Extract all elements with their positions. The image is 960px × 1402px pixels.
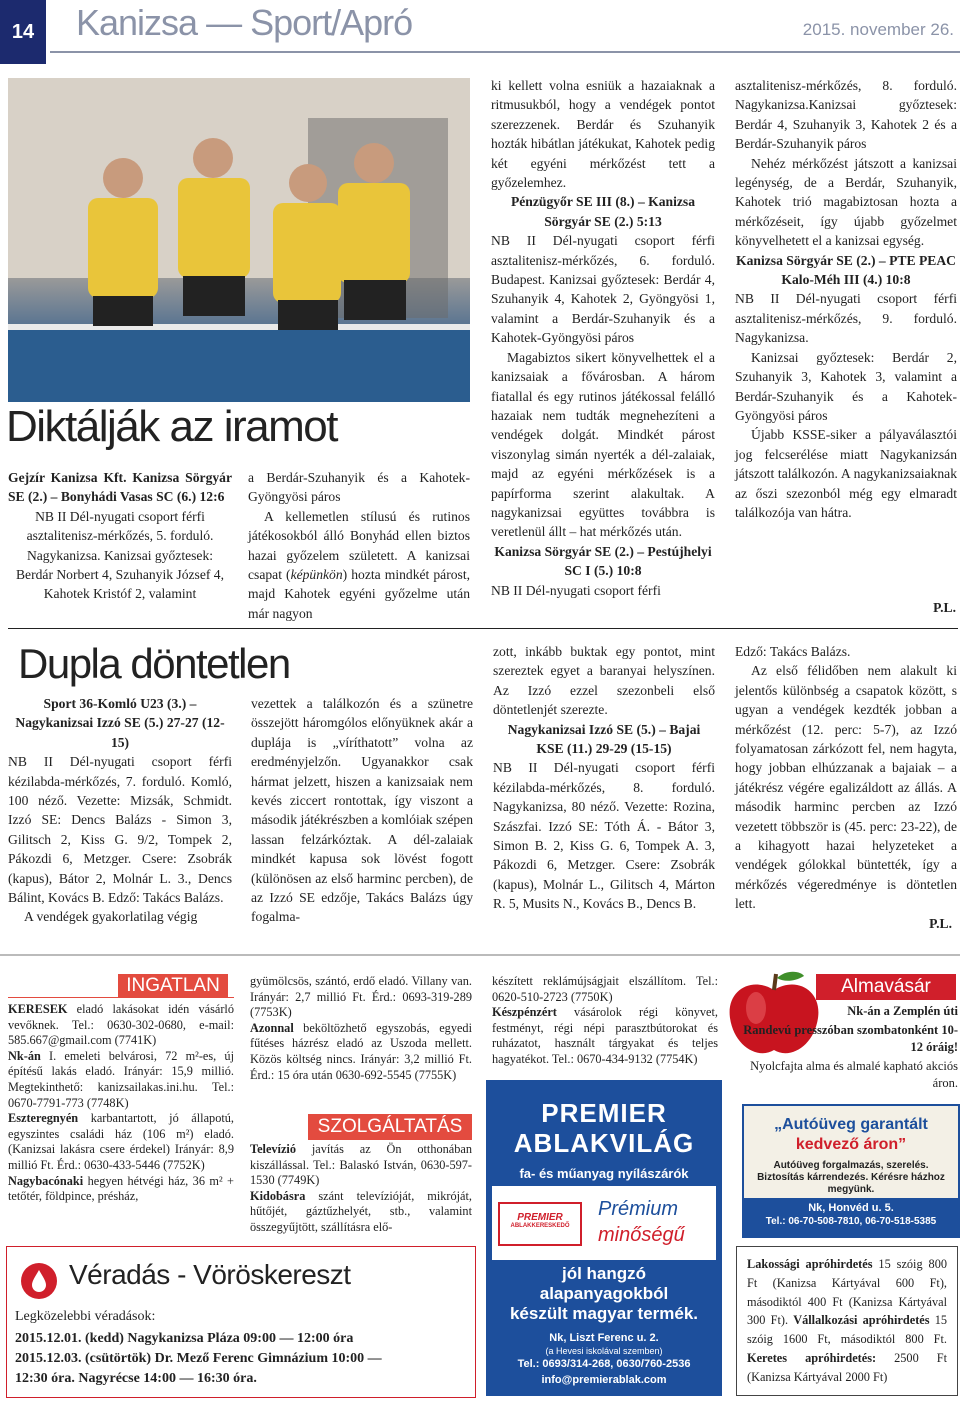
almavasar-box (736, 968, 958, 1096)
premier-premium: Prémium (598, 1198, 679, 1220)
veradas-icon-wrap (21, 1263, 57, 1299)
premier-ad (486, 1080, 722, 1396)
classifieds-col2-ingatlan: gyümölcsös, szántó, erdő eladó. Villany van. Irányár: 2,7 millió Ft. Érd.: 0693-319-289 (7753K) Azonnal beköltözhető egyszobás, egyedi fűtéses házrész eladó az Uszoda mellett. Közös költség nincs. Irányár: 3,2 millió Ft. Érd.: 15 óra után 0630-692-5545 (7755K) (250, 974, 472, 1082)
almavasar-title-box (816, 974, 956, 1000)
article2-signature: P.L. (929, 916, 952, 931)
auto-footer (744, 1198, 958, 1236)
classifieds-col3: készített reklámújságjait elszállítom. Tel.: 0620-510-2723 (7750K) Készpénzért vásárolok régi könyvet, festményt, régi népi parasztbútorokat és ruházatot, használt tárgyakat és teljes hagyatékot. Tel.: 0670-434-9132 (7754K) (492, 974, 718, 1066)
premier-tagline: fa- és műanyag nyílászárók (519, 1166, 689, 1181)
premier-phone: Tel.: 0693/314-268, 0630/760-2536 (517, 1358, 691, 1370)
article2-col1: Sport 36-Komló U23 (3.) – Nagykanizsai Izzó SE (5.) 27-27 (12-15) NB II Dél-nyugati csoport férfi kézilabda-mérkőzés, 7. forduló. Komló, 100 néző. Vezette: Mizsák, Schmidt. Izzó SE: Dencs Balázs - Simon 3, Gilitsch 2, Kiss G. 9/2, Tompek 2, Pákozdi 6, Metzger. Csere: Zsobrák (kapus), Bátor 2, Molnár L. 3., Dencs Bálint, Kovács B. Edző: Takács Balázs. A vendégek gyakorlatilag végig (8, 696, 232, 925)
veradas-line1: 2015.12.01. (kedd) Nagykanizsa Pláza 09:00 — 12:00 óra (15, 1331, 354, 1346)
ingatlan-header (118, 974, 228, 998)
classifieds-col1: KERESEK eladó lakásokat idén vásárló vevőknek. Tel.: 0630-302-0680, e-mail: 585.667@gmail.com (7741K) Nk-án I. emeleti belvárosi, 72 m²-es, új építésű lakás eladó. Irányár: 15,9 millió. Megtekinthető: kanizsailakas.ini.hu. Tel.: 0670-7791-773 (7748K) Eszteregnyén karbantartott, jó állapotú, egyszintes családi ház (106 m²) eladó. (Kanizsai lakásra csere érdekel) Irányár: 8,9 millió Ft. Érd.: 0630-433-5446 (7752K) Nagybacónaki hegyen hétvégi ház, 36 m² + tetőtér, földpince, présház, (8, 1002, 234, 1204)
article2-col2: vezettek a találkozón és a szünetre összejött háromgólos előnyüknek akár a duplája is „víríthatott” volna az eredményjelzőn. Ugyanakkor csak hármat jelzett, hiszen a kanizsaiak nem kevés ziccert rontottak, így viszont a második játékrészben a komlóiak szépen lassan felzárkóztak. A dél-zalaiak mindkét kapusa sok lövést fogott (különösen az első harminc percben), de az Izzó SE edzője, Takács Balázs úgy fogalma- (251, 696, 473, 925)
almavasar-title: Almavásár (841, 976, 931, 997)
premier-logo-text: PREMIER (517, 1212, 563, 1223)
premier-minoseg: minőségű (598, 1224, 685, 1246)
premier-quote1: jól hangzó (561, 1264, 647, 1283)
blood-drop-icon (21, 1263, 57, 1299)
ingatlan-frame (8, 997, 234, 998)
almavasar-line3: Nyolcfajta alma és almalé kapható akciós áron. (750, 1059, 958, 1090)
veradas-line2: 2015.12.03. (csütörtök) Dr. Mező Ferenc Gimnázium 10:00 — (15, 1351, 382, 1366)
article1-signature: P.L. (933, 600, 956, 615)
team-photo-icon (8, 78, 470, 402)
premier-brand2: ABLAKVILÁG (513, 1128, 695, 1158)
szolgaltatas-header (308, 1114, 472, 1140)
headline-article1: Diktálják az iramot (6, 402, 337, 451)
veradas-intro: Legközelebbi véradások: (15, 1309, 156, 1324)
premier-address2: (a Hevesi iskolával szemben) (545, 1346, 663, 1356)
rates-box (736, 1246, 958, 1396)
auto-address: Nk, Honvéd u. 5. (808, 1202, 894, 1214)
article-divider (8, 628, 958, 629)
veradas-box (6, 1246, 476, 1398)
veradas-title: Véradás - Vöröskereszt (69, 1259, 351, 1290)
auto-services: Autóüveg forgalmazás, szerelés. Biztosítás kárrendezés. Kérésre házhoz megyünk. (757, 1160, 945, 1195)
auto-phone: Tel.: 06-70-508-7810, 06-70-518-5385 (765, 1216, 937, 1227)
premier-quote2: alapanyagokból (539, 1284, 669, 1303)
page-number-box (0, 0, 46, 64)
premier-quote3: készült magyar termék. (509, 1304, 699, 1323)
section-title: Kanizsa — Sport/Apró (76, 2, 413, 43)
team-photo (8, 78, 470, 402)
almavasar-line1: Nk-án a Zemplén úti (847, 1004, 958, 1018)
premier-logo (498, 1202, 582, 1246)
szolgaltatas-title: SZOLGÁLTATÁS (317, 1116, 463, 1137)
article2-col4: Edző: Takács Balázs. Az első félidőben nem alakult ki jelentős különbség a csapatok között, s ugyan a vendégek kezdték jobban a mérkőzést (12. perc: 5-7), az Izzó folyamatosan zárkózott fel, nem hagyta, hogy jobban elhúzzanak a bajaiak – a játékrész végére egalizáldott az állás. A második harminc percben az Izzó vezetett többször is (45. perc: 23-22), de a kihagyott hazai helyzeteket a vendégek gólokkal büntették, így a mérkőzés végeredménye is döntetlen lett. (735, 644, 957, 912)
article1-col3: ki kellett volna esniük a hazaiaknak a ritmusukból, hogy a vendégek pontot szerezzenek. Berdár és Szuhanyik hozták hibátlan játékukat, Kahotek pedig két egyéni mérkőzést tett a győzelemhez. Pénzügyőr SE III (8.) – Kanizsa Sörgyár SE (2.) 5:13 NB II Dél-nyugati csoport férfi asztalitenisz-mérkőzés, 6. forduló. Budapest. Kanizsai győztesek: Berdár 4, Szuhanyik 4, Kahotek 2, Gyöngyösi 1, valamint a Berdár-Szuhanyik és a Kahotek-Gyöngyösi páros Magabiztos sikert könyvelhettek el a kanizsaiak a fővárosban. A három fiatallal és egy rutinos játékossal felálló hazaiak nem tudták megnehezíteni a vendégek dolgát. Mindkét párost viszonylag simán nyerték a dél-zalaiak, majd az egyéni mérkőzések is a papírforma szerint alakultak. A nagykanizsai együttes továbbra is veretlenül állt – hat mérkőzés után. Kanizsa Sörgyár SE (2.) – Pestújhelyi SC I (5.) 10:8 NB II Dél-nyugati csoport férfi (491, 78, 715, 598)
header-rule (50, 51, 960, 53)
auto-glass-ad (742, 1104, 960, 1238)
classifieds-divider (0, 954, 960, 956)
article1-col2: a Berdár-Szuhanyik és a Kahotek-Gyöngyösi páros A kellemetlen stílusú és rutinos játékosokból álló Bonyhád ellen biztos hazai győzelem született. A kanizsai csapat (képünkön) hozta mindkét párost, majd Kahotek egyéni győzelme után már nagyon (248, 470, 470, 621)
premier-email: info@premierablak.com (541, 1374, 667, 1386)
article1-col4: asztalitenisz-mérkőzés, 8. forduló. Nagykanizsa.Kanizsai győztesek: Berdár 4, Szuhanyik 3, Kahotek 2 és a Berdár-Szuhanyik páros Nehéz mérkőzést játszott a kanizsai legénység, de a Berdár, Szuhanyik, Kahotek trió magabiztosan hozta a mérkőzéseit, így újabb győzelmet könyvelhetett el a kanizsai egység. Kanizsa Sörgyár SE (2.) – PTE PEAC Kalo-Méh III (4.) 10:8 NB II Dél-nyugati csoport férfi asztalitenisz-mérkőzés, 9. forduló. Nagykanizsa. Kanizsai győztesek: Berdár 2, Szuhanyik 3, Kahotek 3, valamint a Berdár-Szuhanyik és a Kahotek-Gyöngyösi páros Újabb KSSE-siker a pályaválasztói jog felcserélése miatt Nagykanizsán játszott találkozón. A nagykanizsaiaknak az őszi szezonból még egy elmaradt találkozója van hátra. (735, 78, 957, 520)
veradas-line3: 12:30 óra. Nagyrécse 14:00 — 16:30 óra. (15, 1371, 257, 1386)
premier-white-panel (492, 1186, 716, 1260)
rates-text: Lakossági apróhirdetés 15 szóig 800 Ft (Kanizsa Kártyával 600 Ft), másodiktól 400 Ft (Kanizsa Kártyával 300 Ft). Vállalkozási apróhirdetés 15 szóig 1600 Ft, másodiktól 800 Ft. Keretes apróhirdetés: 2500 Ft (Kanizsa Kártyával 2000 Ft) (747, 1257, 947, 1384)
ingatlan-title: INGATLAN (126, 975, 220, 996)
headline-article2: Dupla döntetlen (18, 640, 290, 687)
issue-date: 2015. november 26. (802, 20, 954, 39)
premier-brand: PREMIER (541, 1098, 667, 1128)
classifieds-col2-szolg: Televízió javítás az Ön otthonában kiszállással. Tel.: Balaskó István, 0630-597-1530 (7749K) Kidobásra szánt televízióját, mikróját, hűtőjét, gáztűzhelyét, stb., valamint összegyűjtött, szállításra elő- (250, 1142, 472, 1234)
page-number: 14 (11, 20, 35, 43)
article2-col3: zott, inkább buktak egy pontot, mint szereztek egyet a baranyai helyszínen. Az Izzó ezzel szezonbeli első döntetlenjét szerezte. Nagykanizsai Izzó SE (5.) – Bajai KSE (11.) 29-29 (15-15) NB II Dél-nyugati csoport férfi kézilabda-mérkőzés, 8. forduló. Nagykanizsa, 80 néző. Vezette: Rozina, Szászfai. Izzó SE: Tóth Á. - Bátor 3, Simon B. 2, Kiss G. 6, Tompek A. 3, Pákozdi 6, Metzger. Csere: Zsobrák (kapus), Molnár L., Gilitsch 4, Márton R. 5, Musits N., Kovács B., Dencs B. (493, 644, 715, 912)
premier-address: Nk, Liszt Ferenc u. 2. (549, 1332, 659, 1344)
almavasar-line2: Randevú presszóban szombatonként 10-12 óráig! (743, 1023, 958, 1054)
premier-logo-sub: ABLAKKERESKEDŐ (510, 1223, 570, 1229)
article1-col1: Gejzír Kanizsa Kft. Kanizsa Sörgyár SE (2.) – Bonyhádi Vasas SC (6.) 12:6 NB II Dél-nyugati csoport férfi asztalitenisz-mérkőzés, 5. forduló. Nagykanizsa. Kanizsai győztesek: Berdár Norbert 4, Szuhanyik József 4, Kahotek Kristóf 2, valamint (8, 470, 232, 602)
auto-title1: „Autóüveg garantált (774, 1116, 928, 1133)
auto-title2: kedvező áron” (795, 1136, 907, 1153)
